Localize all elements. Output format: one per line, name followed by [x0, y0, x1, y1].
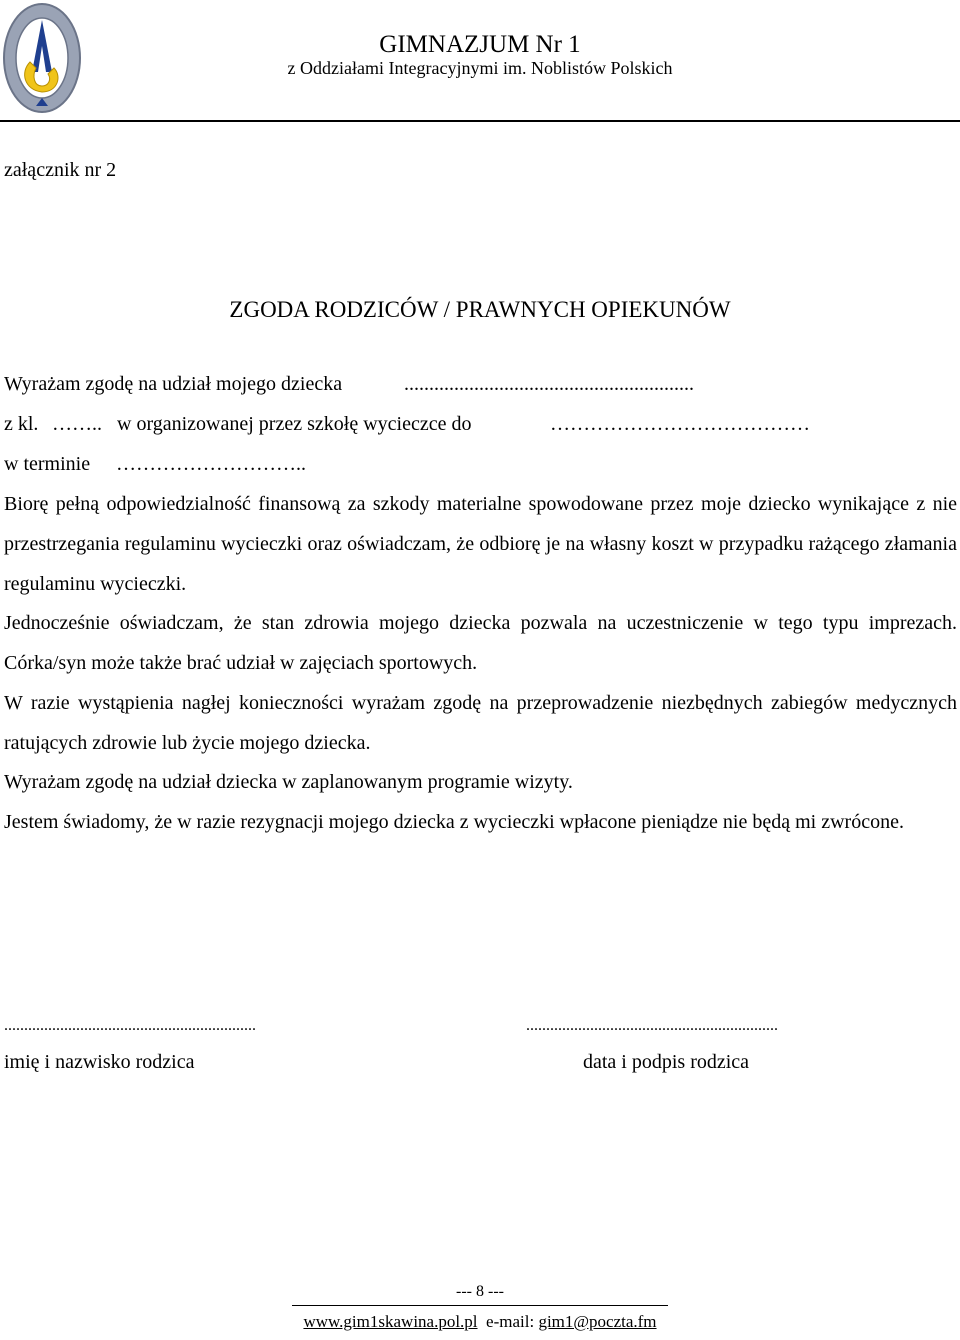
paragraph-health-statement: Jednocześnie oświadczam, że stan zdrowia mojego dziecka pozwala na uczestniczenie w tego typu imprezach. Córka/syn może także brać udział w zajęciach sportowych.	[4, 612, 957, 674]
email-label: e-mail:	[486, 1312, 535, 1331]
school-subtitle: z Oddziałami Integracyjnymi im. Noblistów Polskich	[287, 58, 673, 78]
paragraph-refund-statement: Jestem świadomy, że w razie rezygnacji mojego dziecka z wycieczki wpłacone pieniądze nie będą mi zwrócone.	[4, 811, 904, 833]
document-title: ZGODA RODZICÓW / PRAWNYCH OPIEKUNÓW	[229, 297, 731, 322]
consent-line-1-text: Wyrażam zgodę na udział mojego dziecka	[4, 373, 343, 395]
date-signature-blank[interactable]: ...............................................................	[526, 1017, 778, 1034]
parent-name-label: imię i nazwisko rodzica	[4, 1051, 195, 1073]
website-link[interactable]: www.gim1skawina.pol.pl	[303, 1312, 478, 1331]
date-signature-label: data i podpis rodzica	[583, 1051, 750, 1073]
attachment-label: załącznik nr 2	[4, 159, 117, 181]
paragraph-financial-responsibility: Biorę pełną odpowiedzialność finansową za szkody materialne spowodowane przez moje dziecko wynikające z nie przestrzegania regulaminu wycieczki oraz oświadczam, że odbiorę je na własny koszt w przypadku rażącego złamania regulaminu wycieczki.	[4, 493, 957, 595]
trip-date-label: w terminie	[4, 453, 91, 475]
email-link[interactable]: gim1@poczta.fm	[538, 1312, 657, 1331]
paragraph-medical-consent: W razie wystąpienia nagłej konieczności wyrażam zgodę na przeprowadzenie niezbędnych zabiegów medycznych ratujących zdrowie lub życie mojego dziecka.	[4, 692, 957, 754]
school-logo	[2, 2, 82, 114]
class-prefix: z kl.	[4, 413, 39, 435]
trip-date-blank[interactable]: ………………………..	[116, 453, 306, 475]
consent-line-1	[4, 372, 342, 396]
parent-name-blank[interactable]: ...............................................................	[4, 1017, 256, 1034]
page-number: --- 8 ---	[456, 1283, 504, 1300]
class-blank[interactable]: ……..	[52, 413, 102, 435]
school-name: GIMNAZJUM Nr 1	[379, 31, 581, 58]
trip-destination-label: w organizowanej przez szkołę wycieczce do	[117, 413, 472, 435]
destination-blank[interactable]: …………………………………	[550, 413, 810, 435]
paragraph-program-consent: Wyrażam zgodę na udział dziecka w zaplanowanym programie wizyty.	[4, 771, 573, 793]
header-divider	[0, 120, 960, 122]
footer-divider	[292, 1305, 668, 1306]
footer-contact	[0, 1311, 960, 1333]
consent-line-2	[4, 412, 38, 436]
child-name-blank[interactable]: ..........................................................	[404, 373, 694, 395]
